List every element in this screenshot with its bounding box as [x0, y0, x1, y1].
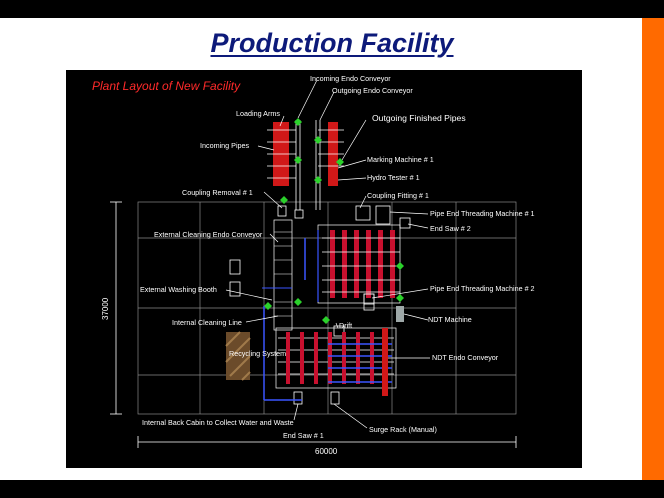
- recycling-system-label: Recycling System: [229, 349, 287, 358]
- dimension-width-label: 60000: [315, 447, 338, 456]
- label-coupling-fitting: Coupling Fitting # 1: [367, 191, 429, 200]
- dimension-height-line: [110, 202, 122, 414]
- outgoing-pipe-rack: [318, 122, 344, 186]
- incoming-pipe-rack: [267, 122, 296, 186]
- washing-booth-1: [230, 260, 240, 274]
- dimension-height-label: 37000: [101, 297, 110, 320]
- label-surge-rack: Surge Rack (Manual): [369, 425, 437, 434]
- plant-layout-drawing: [66, 70, 582, 468]
- threading-machine-1-block: [318, 225, 400, 303]
- label-hydro-tester: Hydro Tester # 1: [367, 173, 420, 182]
- label-external-cleaning-endo-conveyor: External Cleaning Endo Conveyor: [154, 230, 263, 239]
- ndt-machine-unit: [396, 306, 404, 322]
- ndt-inspection-block: [276, 306, 404, 396]
- external-cleaning-conveyor: [262, 220, 305, 330]
- ndt-endo-conveyor-bar: [382, 328, 388, 396]
- label-internal-cleaning-line: Internal Cleaning Line: [172, 318, 242, 327]
- label-end-saw-1: End Saw # 1: [283, 431, 324, 440]
- end-saw-1-unit: [294, 392, 302, 404]
- end-saw-2-unit: [400, 218, 410, 228]
- slide-title: Production Facility: [210, 28, 454, 58]
- coupling-removal-unit-2: [295, 210, 303, 218]
- label-ndt-machine: NDT Machine: [428, 315, 472, 324]
- label-coupling-removal: Coupling Removal # 1: [182, 188, 253, 197]
- label-pipe-end-threading-1: Pipe End Threading Machine # 1: [430, 209, 535, 218]
- surge-rack-unit: [331, 392, 339, 404]
- endo-conveyors: [296, 120, 320, 210]
- label-internal-back-cabin: Internal Back Cabin to Collect Water and Waste: [142, 418, 294, 427]
- accent-bar: [642, 18, 664, 480]
- label-external-washing-booth: External Washing Booth: [140, 285, 217, 294]
- plant-layout-diagram: [66, 70, 582, 468]
- washing-booth-2: [230, 282, 240, 296]
- label-loading-arms: Loading Arms: [236, 109, 280, 118]
- coupling-removal-unit: [278, 206, 286, 216]
- label-marking-machine: Marking Machine # 1: [367, 155, 434, 164]
- label-drift: Drift: [339, 321, 353, 330]
- label-outgoing-endo-conveyor: Outgoing Endo Conveyor: [332, 86, 413, 95]
- threading-machine-1-unit: [376, 206, 390, 224]
- label-ndt-endo-conveyor: NDT Endo Conveyor: [432, 353, 499, 362]
- coupling-fitting-unit: [356, 206, 370, 220]
- label-pipe-end-threading-2: Pipe End Threading Machine # 2: [430, 284, 535, 293]
- label-incoming-endo-conveyor: Incoming Endo Conveyor: [310, 74, 391, 83]
- label-incoming-pipes: Incoming Pipes: [200, 141, 250, 150]
- label-outgoing-finished-pipes: Outgoing Finished Pipes: [372, 113, 466, 123]
- label-end-saw-2: End Saw # 2: [430, 224, 471, 233]
- diagram-heading: Plant Layout of New Facility: [92, 79, 241, 93]
- recycling-system: [226, 332, 286, 380]
